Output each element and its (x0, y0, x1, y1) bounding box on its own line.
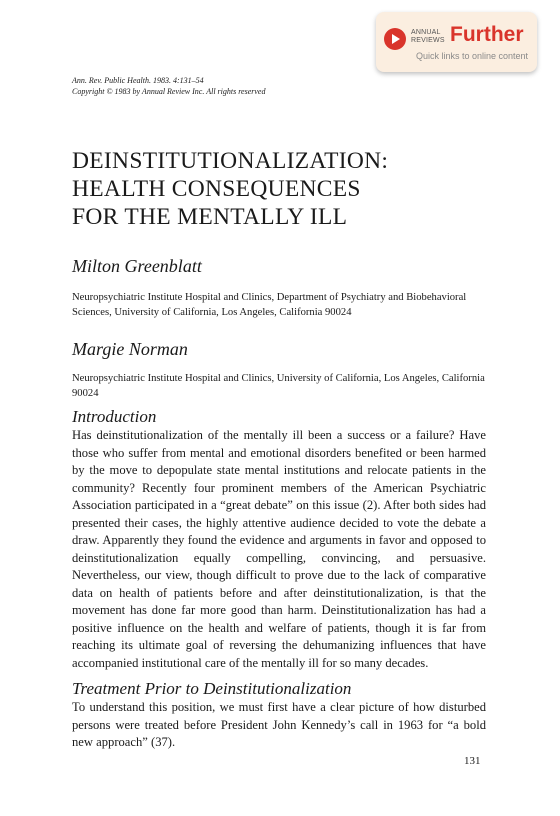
author-affiliation: Neuropsychiatric Institute Hospital and Clinics, Department of Psychiatry and Biobehavioral Sciences, University of California, Los Angeles, California 90024 (72, 292, 467, 318)
publisher-name (411, 29, 445, 45)
author-affiliation: Neuropsychiatric Institute Hospital and Clinics, University of California, Los Angeles, California 90024 (72, 373, 485, 399)
play-arrow-icon (384, 28, 406, 50)
section-heading-introduction: Introduction (72, 407, 157, 426)
paragraph-introduction: Has deinstitutionalization of the mentally ill been a success or a failure? Have those who suffer from mental and emotional disorders benefited or been harmed by the move to depopulate state mental institutions and relocate patients in the community? Recently four prominent members of the American Psychiatric Association participated in a “great debate” on this issue (2). After both sides had presented their cases, the highly attentive audience decided to vote the debate a draw. Apparently they found the evidence and arguments in favor and opposed to deinstitutionalization equally compelling, convincing, and persuasive. Nevertheless, our view, though difficult to prove due to the lack of comparative data on health of patients before and after deinstitutionalization, is that the movement has done far more good than harm. Deinstitutionalization has had a positive influence on the health and welfare of patients, though it is far from reaching its ultimate goal of reversing the dehumanizing influences that have accompanied institutional care of the mentally ill for so many decades. (72, 428, 486, 670)
paragraph-treatment: To understand this position, we must first have a clear picture of how disturbed persons were treated before President John Kennedy’s call in 1963 for “a bold new approach” (37). (72, 700, 486, 749)
author-name: Margie Norman (72, 339, 188, 359)
further-badge[interactable] (376, 12, 537, 72)
further-brand: Further (450, 23, 524, 46)
publisher-line-1: ANNUAL (411, 29, 441, 36)
article-title (72, 147, 388, 231)
page-number: 131 (464, 755, 481, 767)
title-line-1: DEINSTITUTIONALIZATION: (72, 148, 389, 174)
journal-citation: Ann. Rev. Public Health. 1983. 4:131–54 (72, 76, 204, 85)
section-heading-treatment: Treatment Prior to Deinstitutionalization (72, 679, 352, 698)
title-line-3: FOR THE MENTALLY ILL (72, 204, 348, 230)
copyright-notice: Copyright © 1983 by Annual Review Inc. All rights reserved (72, 87, 266, 96)
title-line-2: HEALTH CONSEQUENCES (72, 176, 361, 202)
further-tagline: Quick links to online content (416, 51, 529, 61)
publisher-line-2: REVIEWS (411, 37, 445, 44)
author-name: Milton Greenblatt (72, 256, 202, 276)
